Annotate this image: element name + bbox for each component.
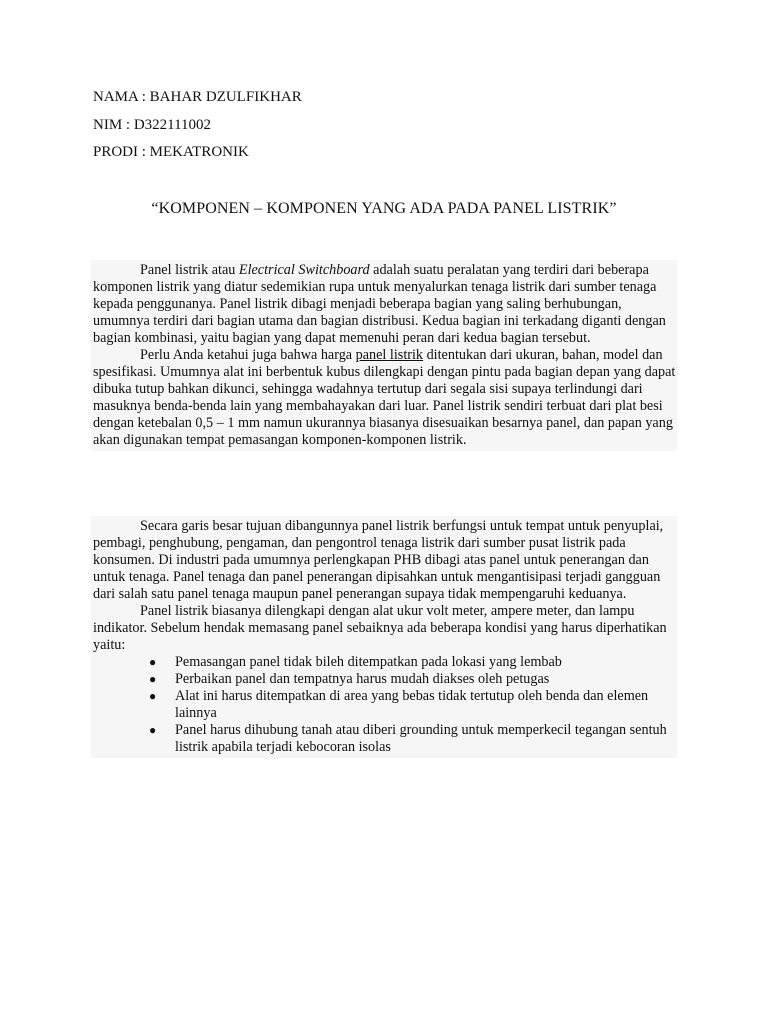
section-2-paragraph-2: Panel listrik biasanya dilengkapi dengan alat ukur volt meter, ampere meter, dan lampu indikator. Sebelum hendak memasang panel sebaiknya ada beberapa kondisi yang harus diperhatikan yaitu:	[93, 603, 667, 653]
section-1-paragraph-1	[93, 262, 677, 347]
list-item-text: Pemasangan panel tidak bileh ditempatkan pada lokasi yang lembab	[175, 654, 562, 670]
section-2-paragraph-1: Secara garis besar tujuan dibangunnya panel listrik berfungsi untuk tempat untuk penyuplai, pembagi, penghubung, pengaman, dan pengontrol tenaga listrik dari sumber pusat listrik pada konsumen. Di industri pada umumnya perlengkapan PHB dibagi atas panel untuk penerangan dan untuk tenaga. Panel tenaga dan panel penerangan dipisahkan untuk mengantisipasi terjadi gangguan dari salah satu panel tenaga maupun panel penerangan supaya tidak mempengaruhi keduanya.	[93, 518, 664, 602]
section-2	[91, 516, 677, 758]
list-item-text: Panel harus dihubung tanah atau diberi grounding untuk memperkecil tegangan sentuh listrik apabila terjadi kebocoran isolas	[175, 722, 667, 755]
student-name: NAMA : BAHAR DZULFIKHAR	[93, 89, 302, 105]
panel-listrik-link[interactable]: panel listrik	[355, 347, 424, 363]
text-run: Panel listrik atau	[140, 262, 239, 278]
text-run: Perlu Anda ketahui juga bahwa harga	[140, 347, 356, 363]
text-run: adalah suatu peralatan yang terdiri dari beberapa komponen listrik yang diatur sedemikian rupa untuk menyalurkan tenaga listrik dari sumber tenaga kepada penggunanya. Panel listrik dibagi menjadi beberapa bagian yang saling berhubungan, umumnya terdiri dari bagian utama dan bagian distribusi. Kedua bagian ini terkadang diganti dengan bagian kombinasi, yaitu bagian yang dapat memenuhi peran dari kedua bagian tersebut.	[93, 262, 666, 346]
bullet-icon: ●	[149, 723, 157, 737]
section-1-paragraph-2	[93, 347, 677, 449]
student-prodi: PRODI : MEKATRONIK	[93, 144, 249, 160]
document-title: “KOMPONEN – KOMPONEN YANG ADA PADA PANEL LISTRIK”	[151, 200, 617, 217]
conditions-list	[93, 654, 677, 756]
list-item	[93, 722, 677, 756]
section-1	[91, 260, 677, 451]
list-item-text: Alat ini harus ditempatkan di area yang bebas tidak tertutup oleh benda dan elemen lainnya	[175, 688, 649, 721]
bullet-icon: ●	[149, 689, 157, 703]
text-run: ditentukan dari ukuran, bahan, model dan spesifikasi. Umumnya alat ini berbentuk kubus dilengkapi dengan pintu pada bagian depan yang dapat dibuka tutup bahkan dikunci, sehingga wadahnya tertutup dari segala sisi supaya terlindungi dari masuknya benda-benda lain yang membahayakan dari luar. Panel listrik sendiri terbuat dari plat besi dengan ketebalan 0,5 – 1 mm namun ukurannya biasanya disesuaikan besarnya panel, dan papan yang akan digunakan tempat pemasangan komponen-komponen listrik.	[93, 347, 676, 448]
list-item	[93, 654, 677, 671]
student-nim: NIM : D322111002	[93, 117, 212, 133]
bullet-icon: ●	[149, 655, 157, 669]
emphasis-term: Electrical Switchboard	[238, 262, 370, 278]
list-item	[93, 671, 677, 688]
list-item	[93, 688, 677, 722]
bullet-icon: ●	[149, 672, 157, 686]
list-item-text: Perbaikan panel dan tempatnya harus mudah diakses oleh petugas	[175, 671, 550, 687]
